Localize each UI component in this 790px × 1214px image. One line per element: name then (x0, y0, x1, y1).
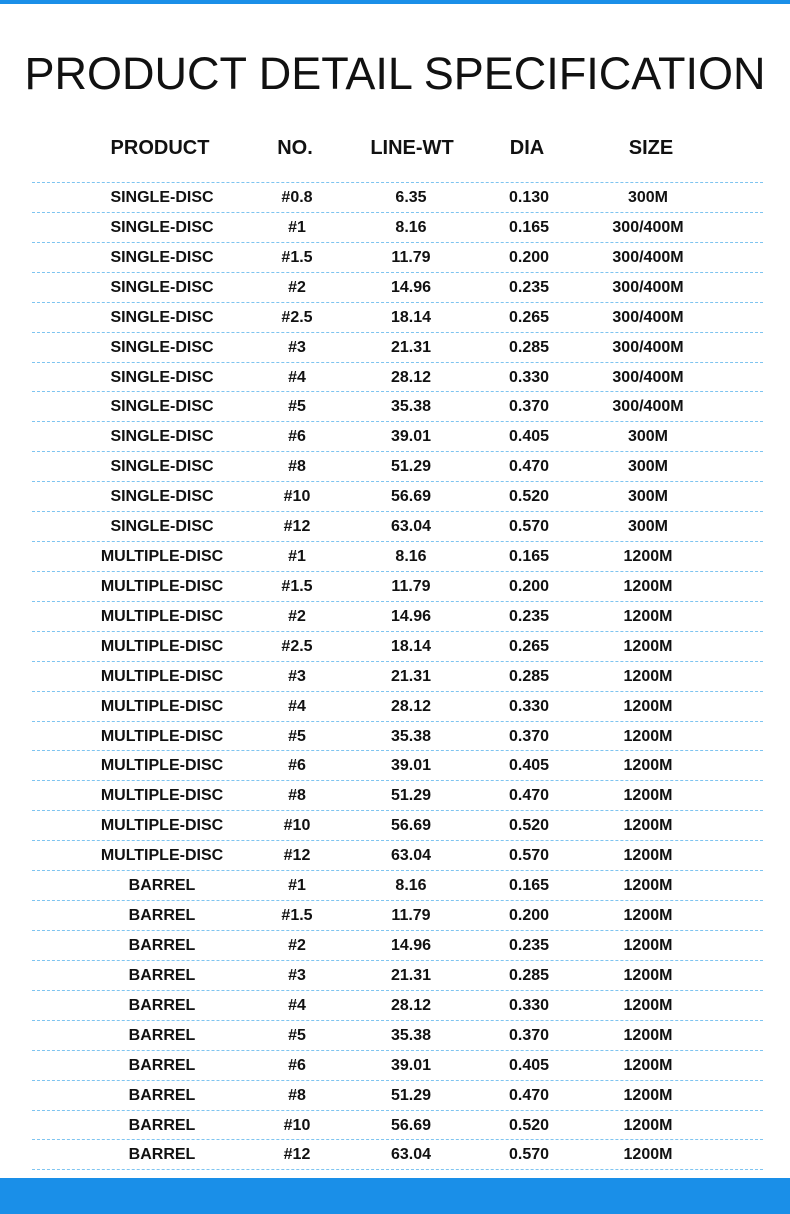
table-row (0, 1111, 790, 1141)
cell-dia: 0.570 (508, 1146, 550, 1163)
cell-line-wt: 21.31 (390, 339, 432, 356)
cell-product: BARREL (128, 1057, 196, 1074)
cell-dia: 0.285 (508, 668, 550, 685)
cell-no: #12 (283, 847, 311, 864)
cell-dia: 0.165 (508, 219, 550, 236)
cell-dia: 0.370 (508, 398, 550, 415)
cell-no: #10 (283, 488, 311, 505)
table-row (0, 991, 790, 1021)
cell-size: 1200M (623, 1117, 673, 1134)
cell-line-wt: 51.29 (390, 787, 432, 804)
cell-no: #5 (288, 728, 306, 745)
cell-dia: 0.265 (508, 638, 550, 655)
cell-dia: 0.285 (508, 339, 550, 356)
cell-line-wt: 14.96 (390, 279, 432, 296)
cell-product: SINGLE-DISC (110, 518, 214, 535)
cell-no: #1.5 (281, 249, 313, 266)
table-row (0, 422, 790, 452)
cell-product: MULTIPLE-DISC (100, 698, 224, 715)
cell-product: SINGLE-DISC (110, 309, 214, 326)
cell-size: 1200M (623, 728, 673, 745)
cell-no: #8 (288, 1087, 306, 1104)
header-line-wt: LINE-WT (370, 136, 454, 159)
cell-dia: 0.470 (508, 1087, 550, 1104)
cell-line-wt: 63.04 (390, 518, 432, 535)
cell-size: 300/400M (612, 339, 684, 356)
cell-product: SINGLE-DISC (110, 369, 214, 386)
cell-dia: 0.520 (508, 488, 550, 505)
cell-no: #2 (288, 937, 306, 954)
cell-no: #1.5 (281, 578, 313, 595)
table-row (0, 243, 790, 273)
cell-dia: 0.265 (508, 309, 550, 326)
cell-dia: 0.520 (508, 1117, 550, 1134)
cell-size: 1200M (623, 638, 673, 655)
cell-product: SINGLE-DISC (110, 189, 214, 206)
table-row (0, 1021, 790, 1051)
table-row (0, 692, 790, 722)
cell-dia: 0.405 (508, 1057, 550, 1074)
cell-size: 1200M (623, 907, 673, 924)
cell-dia: 0.330 (508, 698, 550, 715)
cell-size: 1200M (623, 967, 673, 984)
cell-size: 300M (627, 428, 669, 445)
cell-line-wt: 63.04 (390, 847, 432, 864)
cell-no: #2.5 (281, 309, 313, 326)
cell-size: 1200M (623, 997, 673, 1014)
table-row (0, 632, 790, 662)
cell-line-wt: 18.14 (390, 309, 432, 326)
cell-size: 300/400M (612, 249, 684, 266)
cell-dia: 0.235 (508, 937, 550, 954)
table-row (0, 303, 790, 333)
cell-product: MULTIPLE-DISC (100, 757, 224, 774)
cell-product: BARREL (128, 1087, 196, 1104)
table-row (0, 572, 790, 602)
cell-no: #2 (288, 608, 306, 625)
header-dia: DIA (509, 136, 545, 159)
table-row (0, 841, 790, 871)
cell-size: 1200M (623, 937, 673, 954)
cell-line-wt: 39.01 (390, 1057, 432, 1074)
cell-product: SINGLE-DISC (110, 398, 214, 415)
cell-product: BARREL (128, 937, 196, 954)
cell-no: #0.8 (281, 189, 313, 206)
cell-size: 300/400M (612, 279, 684, 296)
cell-line-wt: 11.79 (391, 578, 431, 595)
cell-line-wt: 11.79 (391, 907, 431, 924)
table-row (0, 213, 790, 243)
cell-line-wt: 28.12 (390, 997, 432, 1014)
table-row (0, 273, 790, 303)
cell-product: SINGLE-DISC (110, 279, 214, 296)
cell-dia: 0.370 (508, 1027, 550, 1044)
cell-dia: 0.405 (508, 757, 550, 774)
cell-product: SINGLE-DISC (110, 488, 214, 505)
cell-product: BARREL (128, 907, 196, 924)
cell-product: MULTIPLE-DISC (100, 787, 224, 804)
row-divider (32, 1169, 763, 1170)
cell-dia: 0.405 (508, 428, 550, 445)
cell-dia: 0.200 (508, 578, 550, 595)
cell-no: #6 (288, 757, 306, 774)
cell-product: MULTIPLE-DISC (100, 728, 224, 745)
cell-no: #12 (283, 1146, 311, 1163)
table-row (0, 602, 790, 632)
table-row (0, 1051, 790, 1081)
cell-line-wt: 14.96 (390, 937, 432, 954)
cell-line-wt: 56.69 (390, 488, 432, 505)
cell-product: BARREL (128, 1117, 196, 1134)
table-row (0, 363, 790, 393)
cell-no: #1.5 (281, 907, 313, 924)
table-row (0, 901, 790, 931)
cell-dia: 0.520 (508, 817, 550, 834)
cell-size: 1200M (623, 847, 673, 864)
table-row (0, 482, 790, 512)
cell-size: 1200M (623, 1027, 673, 1044)
cell-no: #4 (288, 369, 306, 386)
table-row (0, 542, 790, 572)
cell-dia: 0.200 (508, 249, 550, 266)
cell-size: 1200M (623, 608, 673, 625)
cell-line-wt: 63.04 (390, 1146, 432, 1163)
cell-no: #6 (288, 1057, 306, 1074)
cell-size: 1200M (623, 877, 673, 894)
cell-no: #8 (288, 458, 306, 475)
cell-size: 1200M (623, 698, 673, 715)
cell-product: BARREL (128, 1027, 196, 1044)
cell-dia: 0.330 (508, 369, 550, 386)
cell-product: SINGLE-DISC (110, 219, 214, 236)
cell-no: #5 (288, 398, 306, 415)
cell-product: BARREL (128, 1146, 196, 1163)
cell-size: 1200M (623, 668, 673, 685)
cell-size: 300/400M (612, 219, 684, 236)
cell-size: 300M (627, 458, 669, 475)
cell-line-wt: 21.31 (390, 668, 432, 685)
cell-line-wt: 56.69 (390, 1117, 432, 1134)
table-row (0, 931, 790, 961)
cell-product: SINGLE-DISC (110, 428, 214, 445)
cell-size: 1200M (623, 1146, 673, 1163)
cell-size: 1200M (623, 578, 673, 595)
cell-no: #4 (288, 698, 306, 715)
cell-size: 300/400M (612, 398, 684, 415)
table-row (0, 811, 790, 841)
cell-no: #1 (288, 219, 306, 236)
cell-product: BARREL (128, 997, 196, 1014)
cell-product: MULTIPLE-DISC (100, 817, 224, 834)
cell-dia: 0.570 (508, 847, 550, 864)
cell-no: #1 (288, 548, 306, 565)
cell-line-wt: 39.01 (390, 428, 432, 445)
cell-product: MULTIPLE-DISC (100, 668, 224, 685)
cell-no: #3 (288, 339, 306, 356)
cell-no: #1 (288, 877, 306, 894)
cell-size: 1200M (623, 1087, 673, 1104)
cell-no: #10 (283, 1117, 311, 1134)
table-row (0, 183, 790, 213)
bottom-accent-bar (0, 1178, 790, 1214)
cell-product: SINGLE-DISC (110, 339, 214, 356)
table-row (0, 1081, 790, 1111)
cell-size: 1200M (623, 757, 673, 774)
cell-no: #8 (288, 787, 306, 804)
cell-dia: 0.285 (508, 967, 550, 984)
cell-no: #3 (288, 967, 306, 984)
cell-dia: 0.235 (508, 279, 550, 296)
cell-line-wt: 21.31 (390, 967, 432, 984)
cell-no: #3 (288, 668, 306, 685)
table-row (0, 1140, 790, 1170)
cell-dia: 0.235 (508, 608, 550, 625)
cell-line-wt: 11.79 (391, 249, 431, 266)
cell-size: 1200M (623, 787, 673, 804)
cell-dia: 0.130 (508, 189, 550, 206)
cell-size: 300/400M (612, 369, 684, 386)
cell-product: BARREL (128, 967, 196, 984)
table-row (0, 333, 790, 363)
cell-line-wt: 18.14 (390, 638, 432, 655)
header-size: SIZE (628, 136, 674, 159)
cell-line-wt: 6.35 (395, 189, 427, 206)
cell-dia: 0.470 (508, 458, 550, 475)
cell-line-wt: 8.16 (395, 219, 427, 236)
cell-no: #12 (283, 518, 311, 535)
cell-no: #2.5 (281, 638, 313, 655)
cell-product: SINGLE-DISC (110, 458, 214, 475)
cell-no: #2 (288, 279, 306, 296)
cell-line-wt: 28.12 (390, 698, 432, 715)
cell-line-wt: 39.01 (390, 757, 432, 774)
cell-size: 300M (627, 189, 669, 206)
cell-line-wt: 51.29 (390, 1087, 432, 1104)
cell-no: #4 (288, 997, 306, 1014)
table-row (0, 512, 790, 542)
cell-line-wt: 51.29 (390, 458, 432, 475)
cell-dia: 0.165 (508, 548, 550, 565)
cell-line-wt: 28.12 (390, 369, 432, 386)
table-row (0, 961, 790, 991)
cell-product: MULTIPLE-DISC (100, 578, 224, 595)
cell-dia: 0.570 (508, 518, 550, 535)
header-no: NO. (277, 136, 313, 159)
table-row (0, 392, 790, 422)
header-product: PRODUCT (110, 136, 210, 159)
cell-dia: 0.165 (508, 877, 550, 894)
table-row (0, 751, 790, 781)
table-row (0, 662, 790, 692)
cell-line-wt: 8.16 (395, 877, 427, 894)
cell-product: MULTIPLE-DISC (100, 608, 224, 625)
table-row (0, 781, 790, 811)
table-row (0, 722, 790, 752)
cell-product: BARREL (128, 877, 196, 894)
cell-line-wt: 14.96 (390, 608, 432, 625)
cell-size: 300/400M (612, 309, 684, 326)
cell-size: 1200M (623, 548, 673, 565)
cell-product: MULTIPLE-DISC (100, 847, 224, 864)
cell-size: 300M (627, 488, 669, 505)
cell-dia: 0.330 (508, 997, 550, 1014)
table-row (0, 871, 790, 901)
cell-no: #10 (283, 817, 311, 834)
cell-dia: 0.470 (508, 787, 550, 804)
cell-line-wt: 35.38 (390, 398, 432, 415)
cell-dia: 0.200 (508, 907, 550, 924)
cell-size: 1200M (623, 817, 673, 834)
cell-line-wt: 35.38 (390, 728, 432, 745)
cell-product: MULTIPLE-DISC (100, 638, 224, 655)
cell-line-wt: 56.69 (390, 817, 432, 834)
cell-no: #6 (288, 428, 306, 445)
cell-size: 1200M (623, 1057, 673, 1074)
cell-line-wt: 8.16 (395, 548, 427, 565)
cell-product: MULTIPLE-DISC (100, 548, 224, 565)
cell-size: 300M (627, 518, 669, 535)
cell-dia: 0.370 (508, 728, 550, 745)
table-row (0, 452, 790, 482)
cell-line-wt: 35.38 (390, 1027, 432, 1044)
cell-no: #5 (288, 1027, 306, 1044)
page-title: PRODUCT DETAIL SPECIFICATION (24, 48, 766, 99)
cell-product: SINGLE-DISC (110, 249, 214, 266)
